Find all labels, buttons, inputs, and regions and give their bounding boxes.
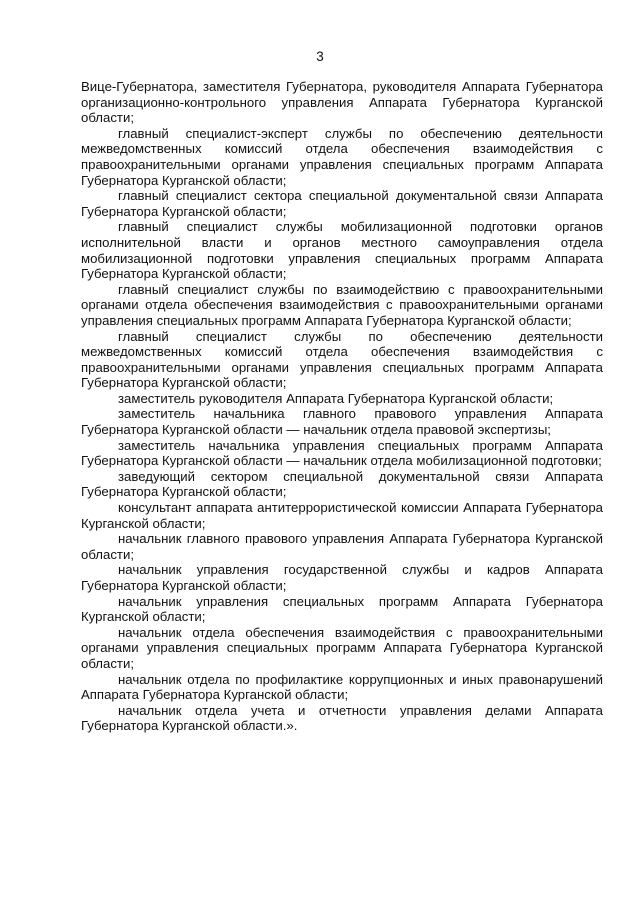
paragraph-8: заместитель начальника главного правового управления Аппарата Губернатора Курганской области — начальник отдела правовой экспертизы; [81, 406, 603, 438]
paragraph-2: главный специалист-эксперт службы по обеспечению деятельности межведомственных комиссий отдела обеспечения взаимодействия с правоохранительными органами управления специальных программ Аппарата Губернатора Курганской области; [81, 125, 603, 188]
paragraph-10: заведующий сектором специальной документальной связи Аппарата Губернатора Курганской области; [81, 468, 603, 500]
paragraph-11: консультант аппарата антитеррористической комиссии Аппарата Губернатора Курганской области; [81, 500, 603, 531]
paragraph-3: главный специалист сектора специальной документальной связи Аппарата Губернатора Курганской области; [81, 188, 603, 219]
paragraph-13: начальник управления государственной службы и кадров Аппарата Губернатора Курганской области; [81, 562, 603, 593]
paragraph-5: главный специалист службы по взаимодействию с правоохранительными органами отдела обеспечения взаимодействия с правоохранительными органами управления специальных программ Аппарата Губернатора Курганской области; [81, 281, 603, 328]
paragraph-12: начальник главного правового управления Аппарата Губернатора Курганской области; [81, 531, 603, 562]
paragraph-4: главный специалист службы мобилизационной подготовки органов исполнительной власти и органов местного самоуправления отдела мобилизационной подготовки управления специальных программ Аппарата Губернатора Курганской области; [81, 219, 603, 282]
paragraph-7: заместитель руководителя Аппарата Губернатора Курганской области; [118, 390, 554, 406]
document-body [81, 79, 603, 734]
paragraph-6: главный специалист службы по обеспечению деятельности межведомственных комиссий отдела обеспечения взаимодействия с правоохранительными органами управления специальных программ Аппарата Губернатора Курганской области; [81, 328, 603, 391]
paragraph-17: начальник отдела учета и отчетности управления делами Аппарата Губернатора Курганской области.». [81, 702, 603, 734]
paragraph-1: Вице-Губернатора, заместителя Губернатора, руководителя Аппарата Губернатора организационно-контрольного управления Аппарата Губернатора Курганской области; [81, 79, 603, 126]
paragraph-14: начальник управления специальных программ Аппарата Губернатора Курганской области; [81, 593, 603, 625]
paragraph-15: начальник отдела обеспечения взаимодействия с правоохранительными органами управления специальных программ Аппарата Губернатора Курганской области; [81, 624, 603, 671]
page-number: 3 [316, 49, 324, 64]
paragraph-16: начальник отдела по профилактике коррупционных и иных правонарушений Аппарата Губернатора Курганской области; [81, 671, 603, 703]
paragraph-9: заместитель начальника управления специальных программ Аппарата Губернатора Курганской области — начальник отдела мобилизационной подготовки; [81, 437, 603, 469]
